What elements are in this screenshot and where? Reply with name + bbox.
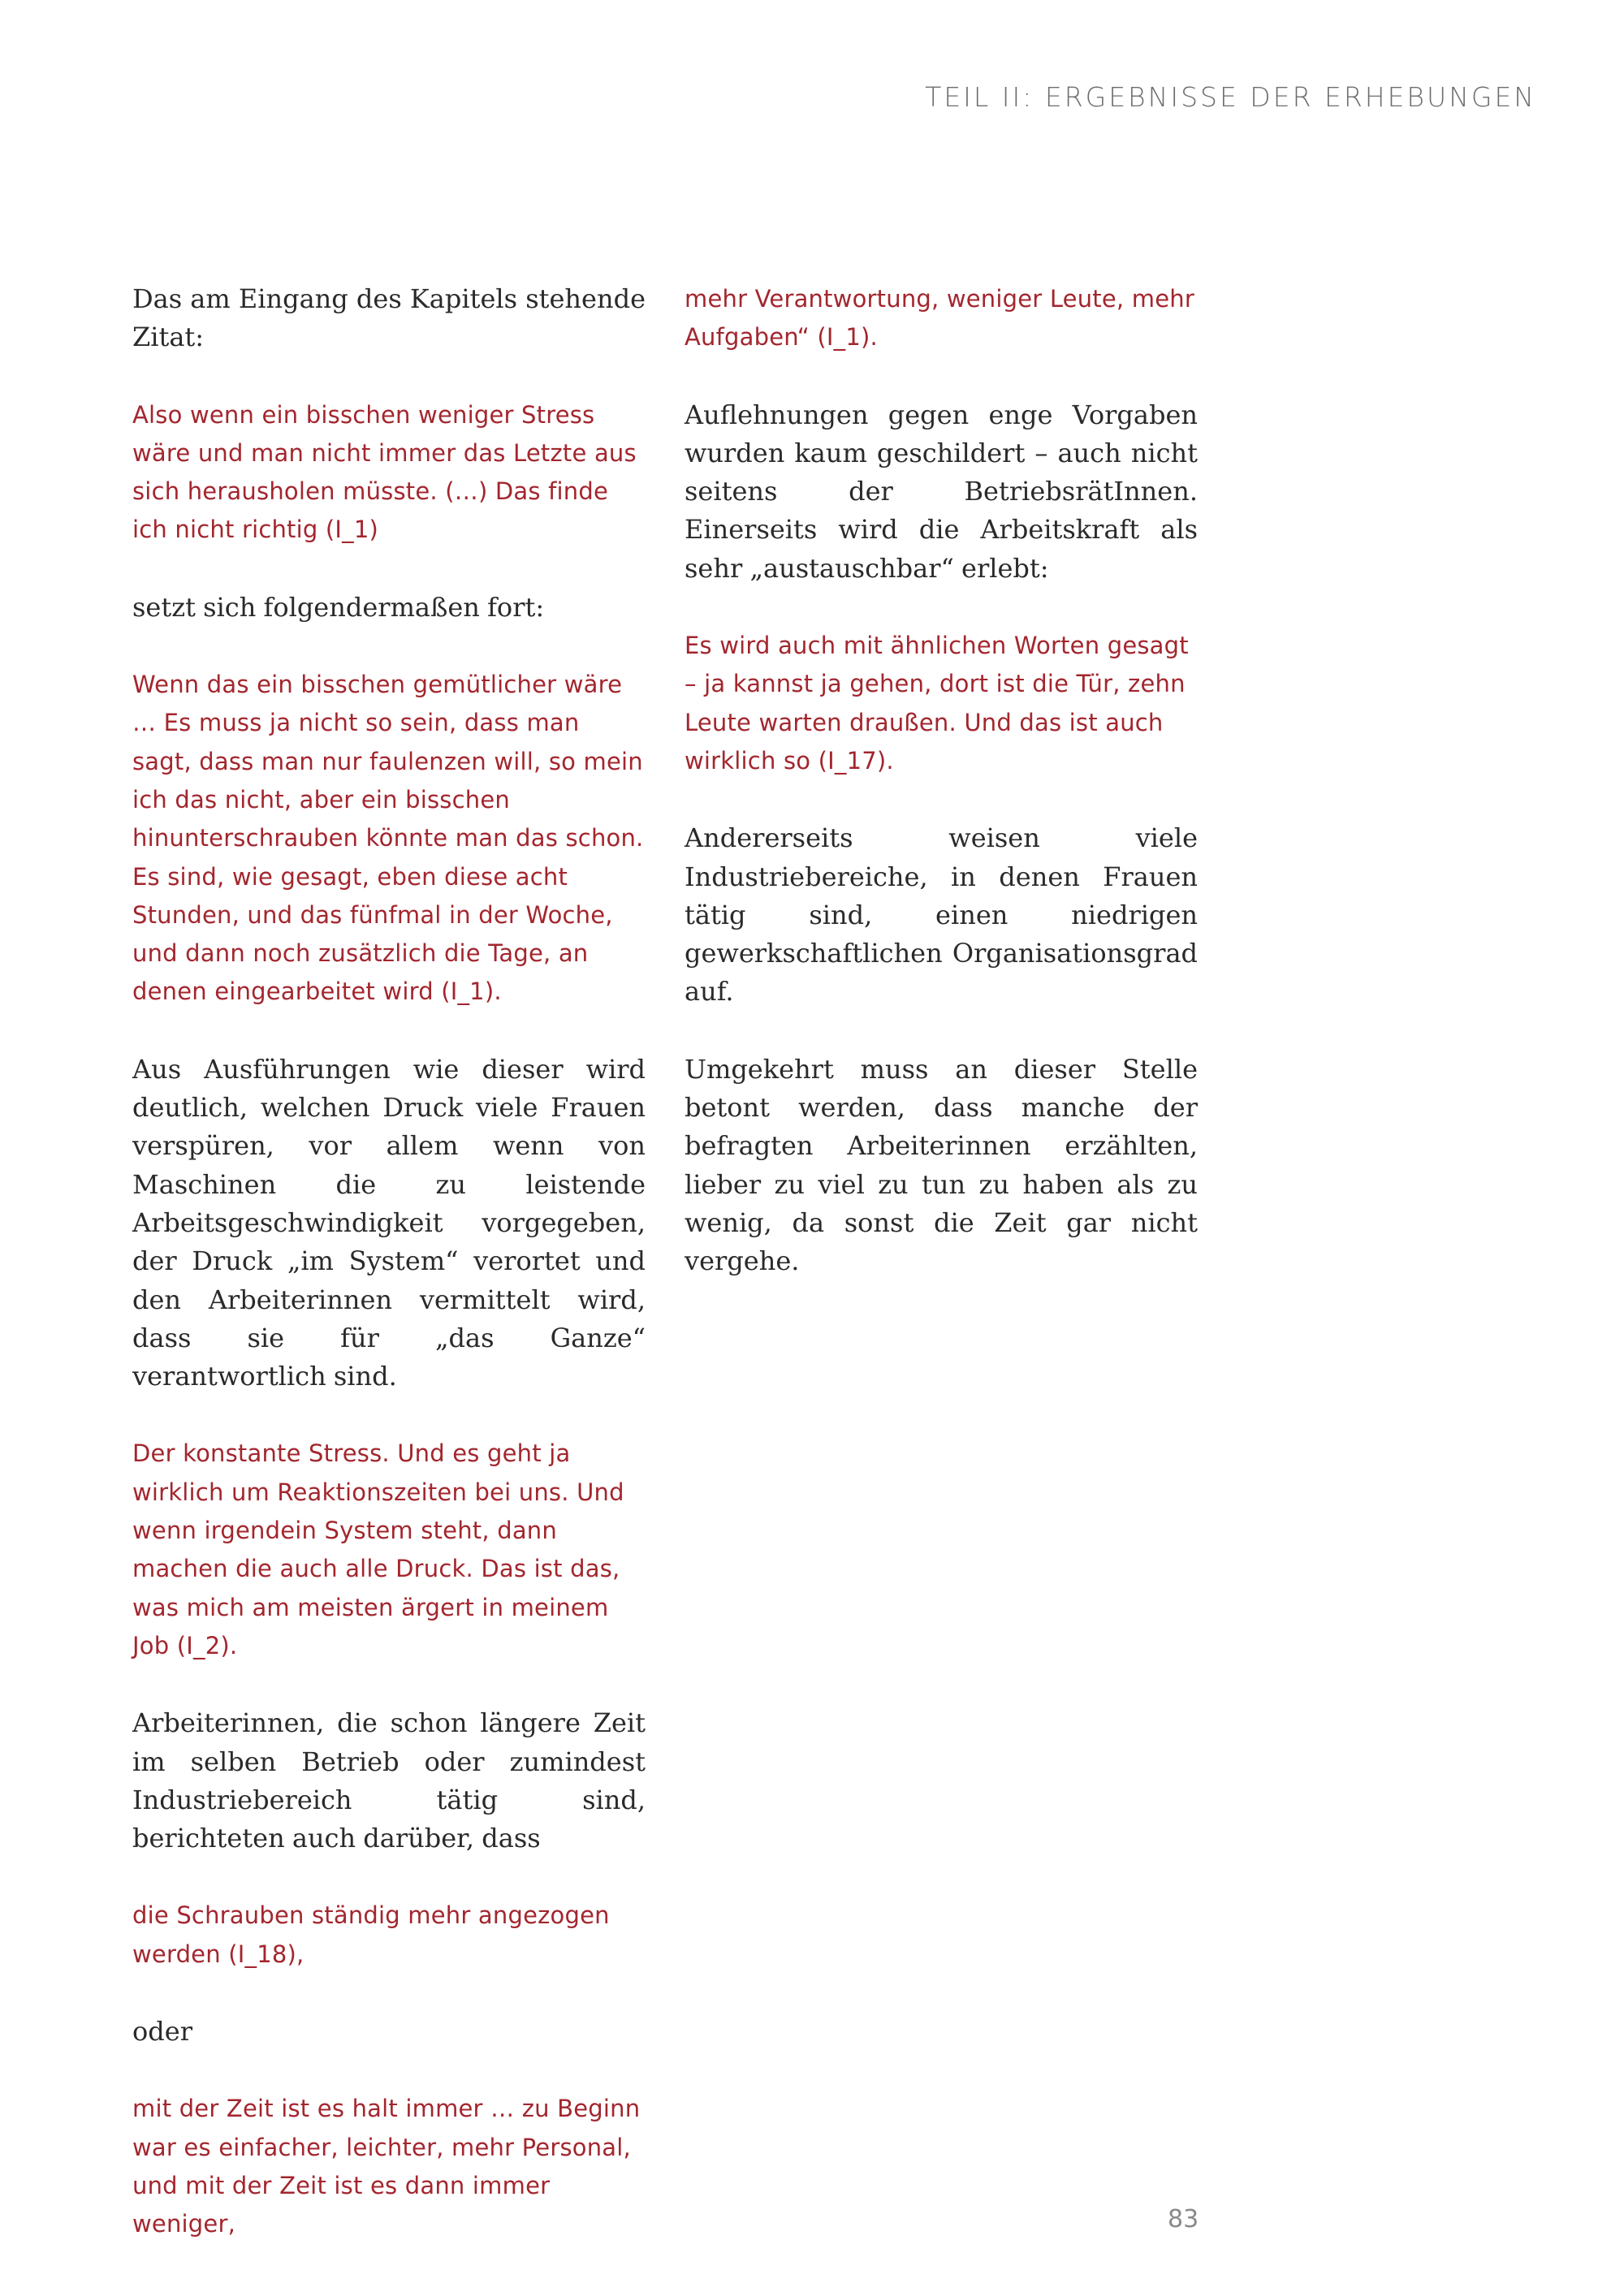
interview-quote: mehr Verantwortung, weniger Leute, mehr Aufgaben“ (I_1). bbox=[685, 285, 1194, 352]
running-header: TEIL II: ERGEBNISSE DER ERHEBUNGEN bbox=[925, 81, 1536, 113]
body-paragraph: Andererseits weisen viele Industriebereiche, in denen Frauen tätig sind, einen niedrigen gewerkschaftlichen Organisationsgrad auf. bbox=[685, 822, 1198, 1008]
left-column bbox=[132, 280, 646, 2282]
interview-quote: Es wird auch mit ähnlichen Worten gesagt – ja kannst ja gehen, dort ist die Tür, zehn Leute warten draußen. Und das ist auch wirklich so (I_17). bbox=[685, 632, 1189, 775]
page-number: 83 bbox=[1168, 2205, 1199, 2233]
body-paragraph: Das am Eingang des Kapitels stehende Zitat: bbox=[132, 283, 646, 353]
body-paragraph: Arbeiterinnen, die schon längere Zeit im selben Betrieb oder zumindest Industriebereich tätig sind, berichteten auch darüber, dass bbox=[132, 1707, 646, 1854]
interview-quote: mit der Zeit ist es halt immer … zu Beginn war es einfacher, leichter, mehr Personal, und mit der Zeit ist es dann immer weniger, bbox=[132, 2095, 641, 2238]
interview-quote: Der konstante Stress. Und es geht ja wirklich um Reaktionszeiten bei uns. Und wenn irgendein System steht, dann machen die auch alle Druck. Das ist das, was mich am meisten ärgert in meinem Job (I_2). bbox=[132, 1439, 624, 1659]
right-column bbox=[685, 280, 1198, 1320]
body-paragraph: setzt sich folgendermaßen fort: bbox=[132, 591, 545, 623]
interview-quote: die Schrauben ständig mehr angezogen werden (I_18), bbox=[132, 1901, 610, 1968]
body-paragraph: Auflehnungen gegen enge Vorgaben wurden kaum geschildert – auch nicht seitens der BetriebsrätInnen. Einerseits wird die Arbeitskraft als sehr „austauschbar“ erlebt: bbox=[685, 399, 1198, 584]
body-paragraph: Aus Ausführungen wie dieser wird deutlich, welchen Druck viele Frauen verspüren, vor allem wenn von Maschinen die zu leistende Arbeitsgeschwindigkeit vorgegeben, der Druck „im System“ verortet und den Arbeiterinnen vermittelt wird, dass sie für „das Ganze“ verantwortlich sind. bbox=[132, 1053, 646, 1392]
interview-quote: Also wenn ein bisschen weniger Stress wäre und man nicht immer das Letzte aus sich herausholen müsste. (…) Das finde ich nicht richtig (I_1) bbox=[132, 400, 637, 544]
interview-quote: Wenn das ein bisschen gemütlicher wäre … Es muss ja nicht so sein, dass man sagt, dass man nur faulenzen will, so mein ich das nicht, aber ein bisschen hinunterschrauben könnte man das schon. Es sind, wie gesagt, eben diese acht Stunden, und das fünfmal in der Woche, und dann noch zusätzlich die Tage, an denen eingearbeitet wird (I_1). bbox=[132, 671, 644, 1006]
body-paragraph: oder bbox=[132, 2015, 192, 2047]
body-paragraph: Umgekehrt muss an dieser Stelle betont werden, dass manche der befragten Arbeiterinnen erzählten, lieber zu viel zu tun zu haben als zu wenig, da sonst die Zeit gar nicht vergehe. bbox=[685, 1053, 1198, 1277]
